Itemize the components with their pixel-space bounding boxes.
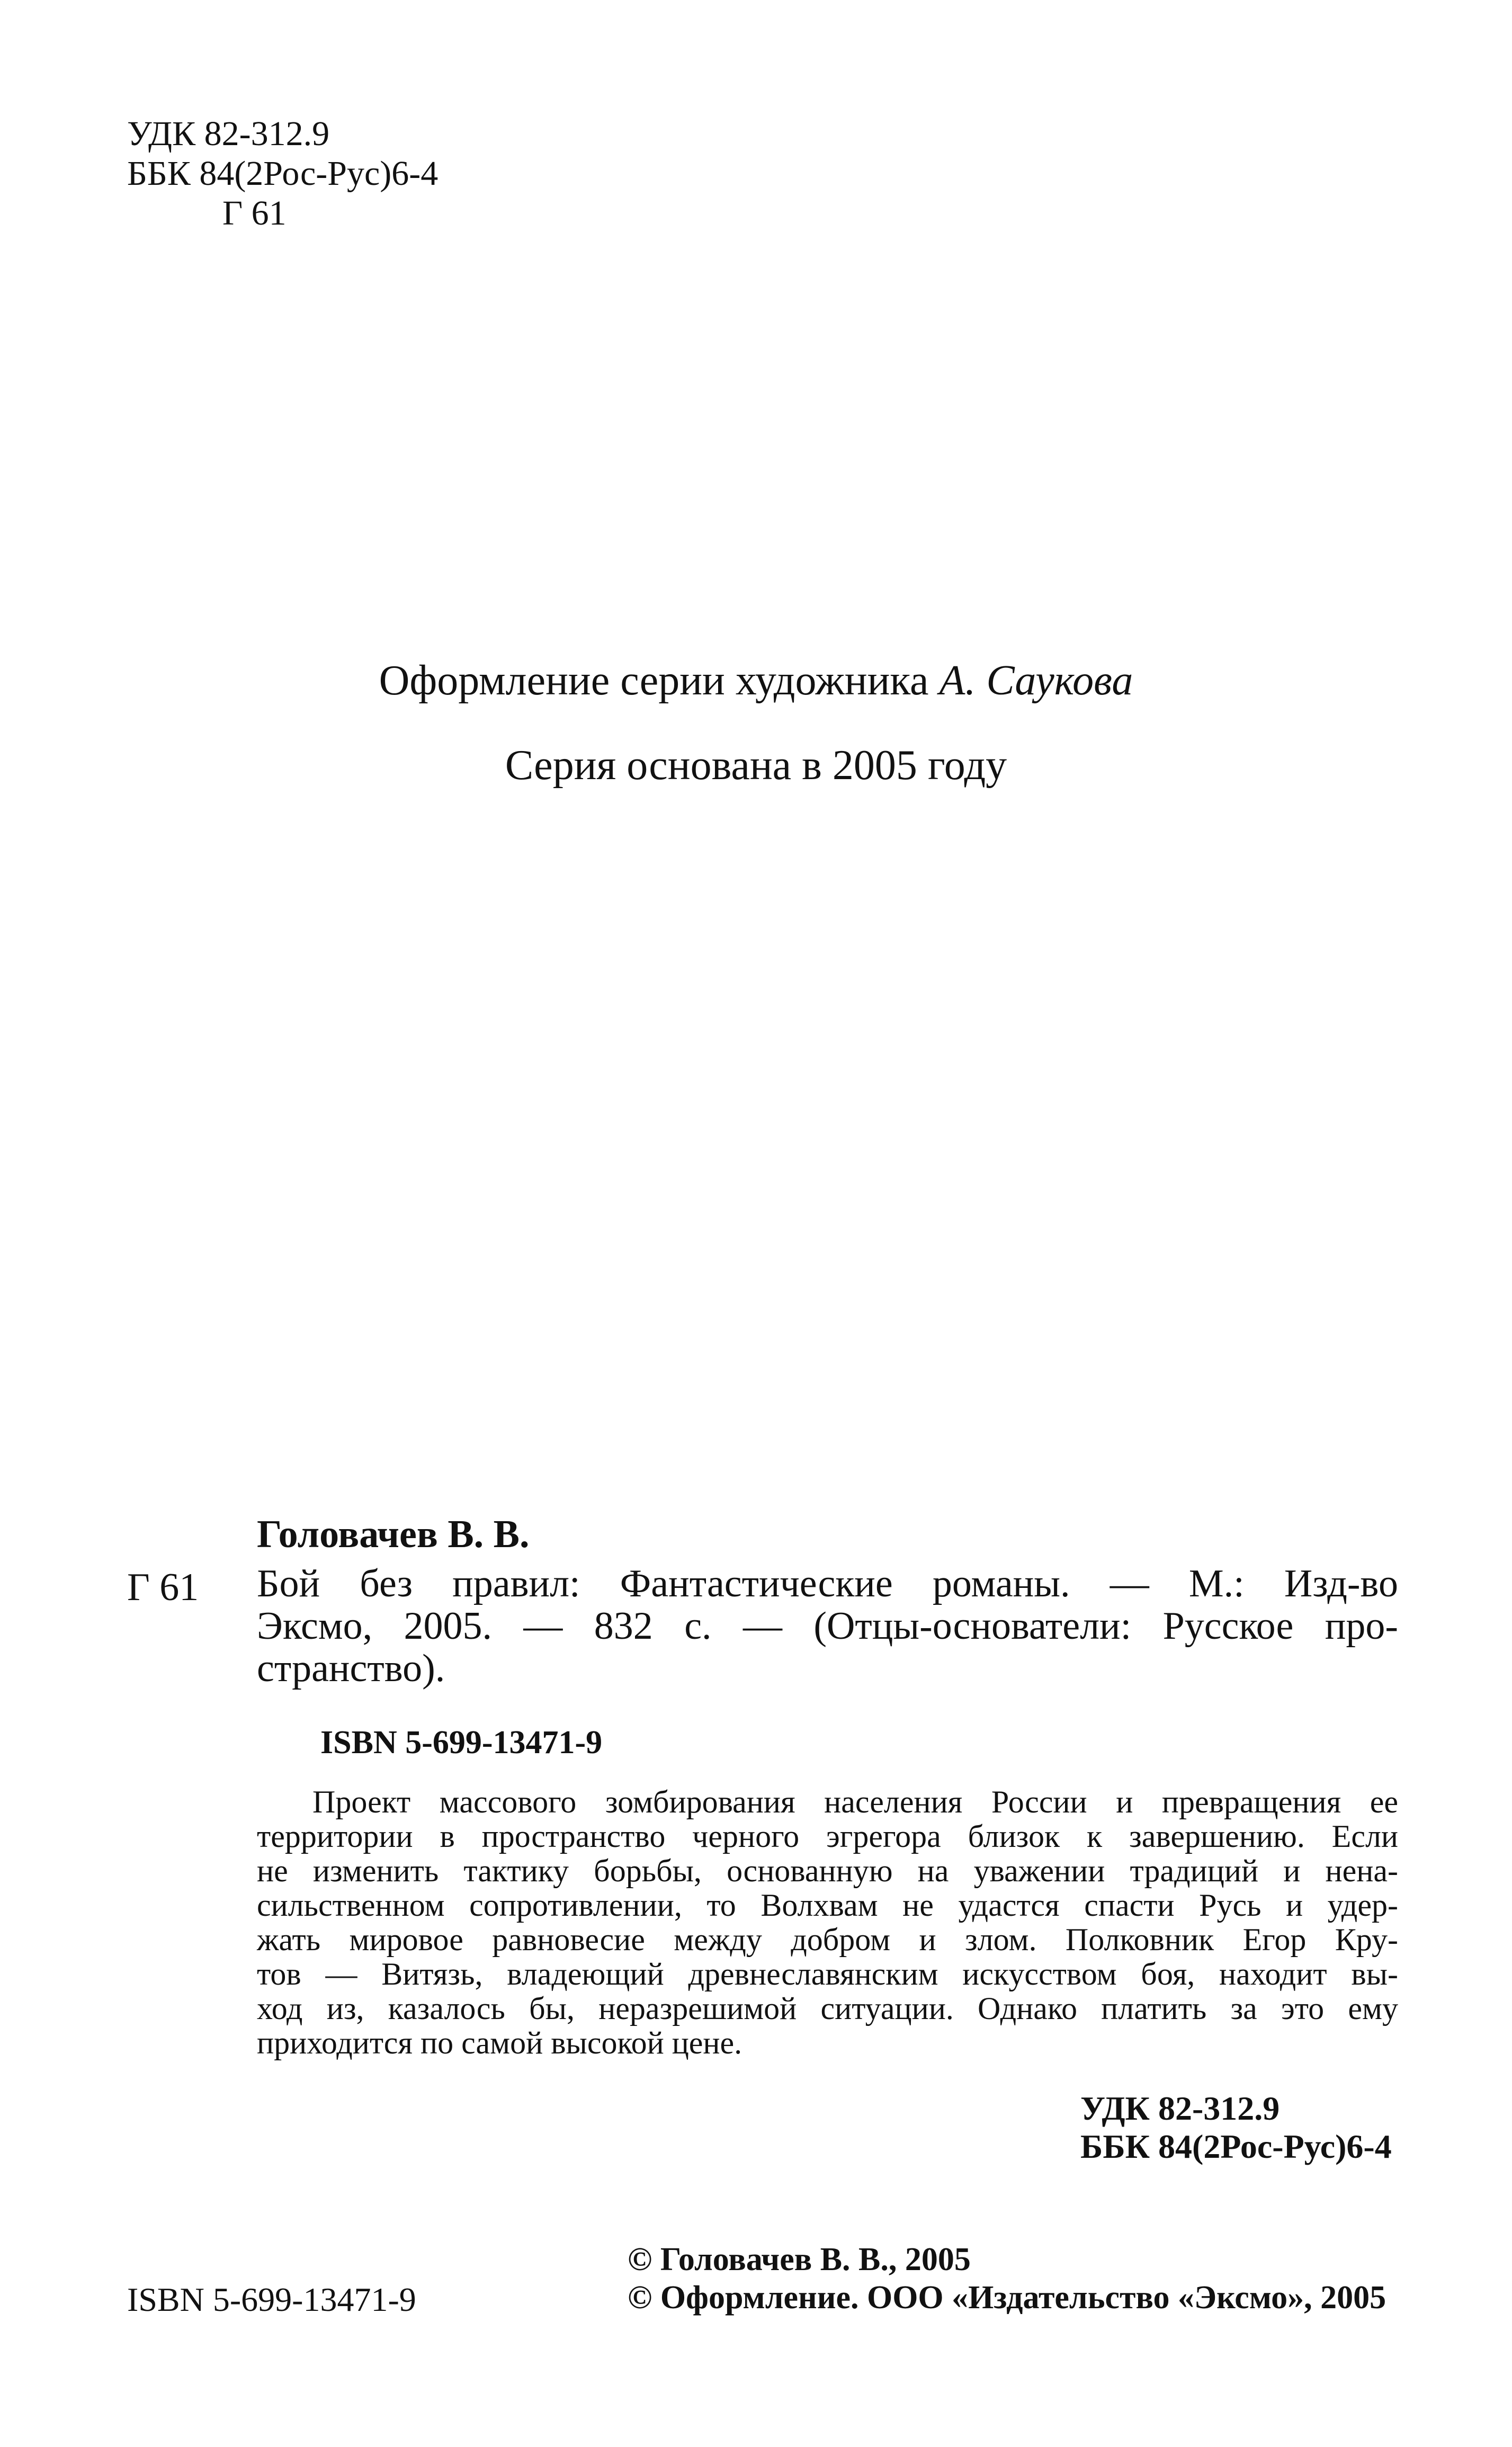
annotation-line: территории в пространство черного эгрегора близок к завершению. Если	[257, 1819, 1398, 1854]
copyright-author: © Головачев В. В., 2005	[628, 2241, 971, 2278]
annotation-line: Проект массового зомбирования населения России и превращения ее	[312, 1784, 1398, 1819]
annotation-line: тов — Витязь, владеющий древнеславянским искусством боя, находит вы-	[257, 1957, 1398, 1991]
header-classification-codes	[127, 114, 438, 233]
annotation-line: приходится по самой высокой цене.	[257, 2025, 742, 2060]
record-isbn: ISBN 5-699-13471-9	[320, 1725, 603, 1761]
record-author: Головачев В. В.	[257, 1513, 530, 1556]
annotation-line: жать мировое равновесие между добром и злом. Полковник Егор Кру-	[257, 1922, 1398, 1957]
header-bbk-code: ББК 84(2Рос-Рус)6-4	[127, 154, 439, 193]
biblio-line: Эксмо, 2005. — 832 с. — (Отцы-основатели: Русское про-	[257, 1604, 1398, 1648]
record-catalog-code: Г 61	[127, 1566, 199, 1609]
header-udk-code: УДК 82-312.9	[127, 114, 330, 153]
record-bbk-code: ББК 84(2Рос-Рус)6-4	[1080, 2128, 1392, 2165]
header-author-mark: Г 61	[222, 194, 287, 233]
record-classification-codes	[1080, 2089, 1392, 2166]
series-design-prefix: Оформление серии художника	[379, 657, 940, 704]
record-udk-code: УДК 82-312.9	[1080, 2089, 1280, 2127]
series-design-artist: А. Саукова	[939, 657, 1133, 704]
series-founded-line: Серия основана в 2005 году	[505, 742, 1007, 789]
annotation-line: не изменить тактику борьбы, основанную на уважении традиций и нена-	[257, 1853, 1398, 1888]
copyright-design: © Оформление. ООО «Издательство «Эксмо», 2005	[628, 2280, 1386, 2316]
biblio-line: Бой без правил: Фантастические романы. — М.: Изд-во	[257, 1562, 1398, 1605]
bibliographic-description	[257, 1562, 1398, 1690]
copyright-block	[628, 2240, 1386, 2317]
footer-isbn: ISBN 5-699-13471-9	[127, 2281, 416, 2318]
annotation-line: сильственном сопротивлении, то Волхвам не удастся спасти Русь и удер-	[257, 1888, 1398, 1923]
annotation-paragraph	[257, 1785, 1398, 2060]
annotation-line: ход из, казалось бы, неразрешимой ситуации. Однако платить за это ему	[257, 1991, 1398, 2026]
series-design-credit	[0, 657, 1512, 705]
biblio-line: странство).	[257, 1647, 445, 1690]
